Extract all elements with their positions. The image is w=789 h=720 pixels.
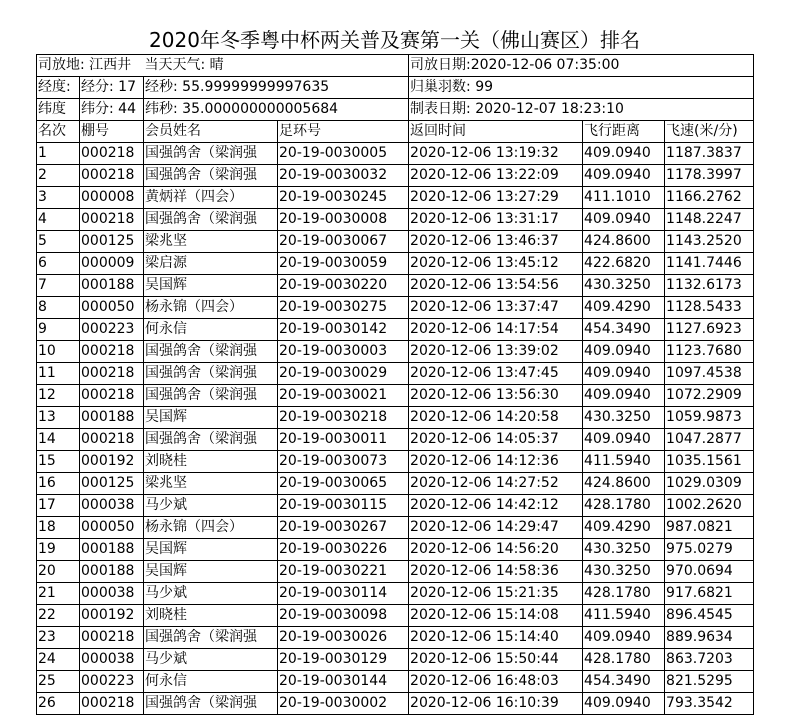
table-row: [37, 297, 754, 319]
table-row: [37, 561, 754, 583]
speed-cell: 896.4545: [665, 605, 754, 627]
speed-cell: 1029.0309: [665, 473, 754, 495]
rank-cell: 7: [37, 275, 80, 297]
table-row: [37, 385, 754, 407]
member-cell: 梁兆坚: [144, 231, 278, 253]
rank-cell: 18: [37, 517, 80, 539]
member-cell: 国强鸽舍（梁润强: [144, 363, 278, 385]
ring-cell: 20-19-0030059: [278, 253, 409, 275]
return-time-cell: 2020-12-06 14:29:47: [409, 517, 583, 539]
member-cell: 何永信: [144, 319, 278, 341]
empty-cell: [665, 55, 754, 77]
member-cell: 马少斌: [144, 583, 278, 605]
lat-label: 纬度: [37, 99, 80, 121]
ring-cell: 20-19-0030275: [278, 297, 409, 319]
header-loft: 棚号: [80, 121, 144, 143]
info-row-2: [37, 77, 754, 99]
distance-cell: 409.0940: [583, 341, 665, 363]
loft-cell: 000050: [80, 297, 144, 319]
table-row: [37, 451, 754, 473]
loft-cell: 000038: [80, 583, 144, 605]
ring-cell: 20-19-0030142: [278, 319, 409, 341]
rank-cell: 2: [37, 165, 80, 187]
ring-cell: 20-19-0030067: [278, 231, 409, 253]
distance-cell: 428.1780: [583, 649, 665, 671]
member-cell: 国强鸽舍（梁润强: [144, 429, 278, 451]
return-time-cell: 2020-12-06 13:39:02: [409, 341, 583, 363]
rank-cell: 16: [37, 473, 80, 495]
return-time-cell: 2020-12-06 14:27:52: [409, 473, 583, 495]
table-row: [37, 275, 754, 297]
rank-cell: 3: [37, 187, 80, 209]
speed-cell: 1166.2762: [665, 187, 754, 209]
loft-cell: 000188: [80, 275, 144, 297]
lat-min: 纬分: 44: [80, 99, 144, 121]
return-time-cell: 2020-12-06 16:10:39: [409, 693, 583, 715]
table-row: [37, 209, 754, 231]
empty-cell: [665, 77, 754, 99]
loft-cell: 000008: [80, 187, 144, 209]
speed-cell: 1059.9873: [665, 407, 754, 429]
rank-cell: 14: [37, 429, 80, 451]
distance-cell: 411.5940: [583, 451, 665, 473]
ring-cell: 20-19-0030021: [278, 385, 409, 407]
ring-cell: 20-19-0030005: [278, 143, 409, 165]
speed-cell: 863.7203: [665, 649, 754, 671]
loft-cell: 000218: [80, 627, 144, 649]
ring-cell: 20-19-0030002: [278, 693, 409, 715]
header-return-time: 返回时间: [409, 121, 583, 143]
ring-cell: 20-19-0030226: [278, 539, 409, 561]
rank-cell: 8: [37, 297, 80, 319]
member-cell: 国强鸽舍（梁润强: [144, 693, 278, 715]
loft-cell: 000125: [80, 473, 144, 495]
member-cell: 国强鸽舍（梁润强: [144, 143, 278, 165]
return-time-cell: 2020-12-06 14:58:36: [409, 561, 583, 583]
distance-cell: 409.0940: [583, 429, 665, 451]
empty-cell: [665, 99, 754, 121]
table-row: [37, 671, 754, 693]
distance-cell: 411.1010: [583, 187, 665, 209]
distance-cell: 409.0940: [583, 627, 665, 649]
distance-cell: 430.3250: [583, 561, 665, 583]
return-time-cell: 2020-12-06 15:14:08: [409, 605, 583, 627]
distance-cell: 424.8600: [583, 473, 665, 495]
speed-cell: 1123.7680: [665, 341, 754, 363]
loft-cell: 000218: [80, 693, 144, 715]
rank-cell: 19: [37, 539, 80, 561]
ring-cell: 20-19-0030144: [278, 671, 409, 693]
table-row: [37, 473, 754, 495]
speed-cell: 1148.2247: [665, 209, 754, 231]
speed-cell: 1127.6923: [665, 319, 754, 341]
rank-cell: 1: [37, 143, 80, 165]
rank-cell: 4: [37, 209, 80, 231]
loft-cell: 000218: [80, 385, 144, 407]
loft-cell: 000223: [80, 671, 144, 693]
member-cell: 梁兆坚: [144, 473, 278, 495]
table-row: [37, 341, 754, 363]
ring-cell: 20-19-0030218: [278, 407, 409, 429]
rank-cell: 23: [37, 627, 80, 649]
table-row: [37, 363, 754, 385]
rank-cell: 26: [37, 693, 80, 715]
table-row: [37, 253, 754, 275]
member-cell: 梁启源: [144, 253, 278, 275]
loft-cell: 000218: [80, 363, 144, 385]
return-time-cell: 2020-12-06 14:05:37: [409, 429, 583, 451]
loft-cell: 000038: [80, 649, 144, 671]
table-row: [37, 407, 754, 429]
loft-cell: 000188: [80, 561, 144, 583]
table-row: [37, 495, 754, 517]
member-cell: 国强鸽舍（梁润强: [144, 385, 278, 407]
rank-cell: 11: [37, 363, 80, 385]
table-row: [37, 165, 754, 187]
member-cell: 吴国辉: [144, 561, 278, 583]
ring-cell: 20-19-0030029: [278, 363, 409, 385]
distance-cell: 430.3250: [583, 539, 665, 561]
table-row: [37, 319, 754, 341]
loft-cell: 000009: [80, 253, 144, 275]
member-cell: 国强鸽舍（梁润强: [144, 341, 278, 363]
member-cell: 吴国辉: [144, 275, 278, 297]
header-speed: 飞速(米/分): [665, 121, 754, 143]
rank-cell: 17: [37, 495, 80, 517]
header-member: 会员姓名: [144, 121, 278, 143]
member-cell: 马少斌: [144, 649, 278, 671]
ring-cell: 20-19-0030003: [278, 341, 409, 363]
return-time-cell: 2020-12-06 13:54:56: [409, 275, 583, 297]
distance-cell: 409.0940: [583, 385, 665, 407]
lon-min: 经分: 17: [80, 77, 144, 99]
distance-cell: 454.3490: [583, 319, 665, 341]
table-row: [37, 583, 754, 605]
rank-cell: 6: [37, 253, 80, 275]
ring-cell: 20-19-0030011: [278, 429, 409, 451]
ring-cell: 20-19-0030114: [278, 583, 409, 605]
table-row: [37, 517, 754, 539]
speed-cell: 1035.1561: [665, 451, 754, 473]
return-time-cell: 2020-12-06 13:37:47: [409, 297, 583, 319]
ring-cell: 20-19-0030220: [278, 275, 409, 297]
weather: 当天天气: 晴: [144, 55, 409, 77]
return-time-cell: 2020-12-06 13:47:45: [409, 363, 583, 385]
ring-cell: 20-19-0030267: [278, 517, 409, 539]
speed-cell: 975.0279: [665, 539, 754, 561]
ring-cell: 20-19-0030032: [278, 165, 409, 187]
distance-cell: 428.1780: [583, 495, 665, 517]
ranking-table: [36, 54, 754, 715]
distance-cell: 428.1780: [583, 583, 665, 605]
loft-cell: 000192: [80, 451, 144, 473]
loft-cell: 000192: [80, 605, 144, 627]
return-time-cell: 2020-12-06 15:14:40: [409, 627, 583, 649]
info-row-3: [37, 99, 754, 121]
made-date: 制表日期: 2020-12-07 18:23:10: [409, 99, 665, 121]
loft-cell: 000218: [80, 341, 144, 363]
ring-cell: 20-19-0030221: [278, 561, 409, 583]
rank-cell: 21: [37, 583, 80, 605]
return-time-cell: 2020-12-06 14:56:20: [409, 539, 583, 561]
member-cell: 杨永锦（四会）: [144, 297, 278, 319]
speed-cell: 1187.3837: [665, 143, 754, 165]
return-time-cell: 2020-12-06 16:48:03: [409, 671, 583, 693]
distance-cell: 424.8600: [583, 231, 665, 253]
return-time-cell: 2020-12-06 13:19:32: [409, 143, 583, 165]
return-time-cell: 2020-12-06 14:17:54: [409, 319, 583, 341]
distance-cell: 409.4290: [583, 297, 665, 319]
loft-cell: 000038: [80, 495, 144, 517]
speed-cell: 1141.7446: [665, 253, 754, 275]
rank-cell: 13: [37, 407, 80, 429]
header-row: [37, 121, 754, 143]
table-row: [37, 429, 754, 451]
ring-cell: 20-19-0030129: [278, 649, 409, 671]
return-time-cell: 2020-12-06 13:22:09: [409, 165, 583, 187]
ring-cell: 20-19-0030115: [278, 495, 409, 517]
member-cell: 刘晓桂: [144, 451, 278, 473]
loft-cell: 000188: [80, 539, 144, 561]
return-time-cell: 2020-12-06 13:45:12: [409, 253, 583, 275]
header-distance: 飞行距离: [583, 121, 665, 143]
member-cell: 黄炳祥（四会）: [144, 187, 278, 209]
member-cell: 何永信: [144, 671, 278, 693]
distance-cell: 430.3250: [583, 407, 665, 429]
ring-cell: 20-19-0030026: [278, 627, 409, 649]
table-row: [37, 187, 754, 209]
speed-cell: 917.6821: [665, 583, 754, 605]
release-date: 司放日期:2020-12-06 07:35:00: [409, 55, 665, 77]
return-time-cell: 2020-12-06 13:56:30: [409, 385, 583, 407]
distance-cell: 422.6820: [583, 253, 665, 275]
loft-cell: 000125: [80, 231, 144, 253]
member-cell: 马少斌: [144, 495, 278, 517]
distance-cell: 409.0940: [583, 693, 665, 715]
return-time-cell: 2020-12-06 15:50:44: [409, 649, 583, 671]
rank-cell: 12: [37, 385, 80, 407]
distance-cell: 409.4290: [583, 517, 665, 539]
table-row: [37, 693, 754, 715]
rank-cell: 9: [37, 319, 80, 341]
speed-cell: 1143.2520: [665, 231, 754, 253]
return-count: 归巢羽数: 99: [409, 77, 665, 99]
ring-cell: 20-19-0030245: [278, 187, 409, 209]
return-time-cell: 2020-12-06 15:21:35: [409, 583, 583, 605]
distance-cell: 430.3250: [583, 275, 665, 297]
speed-cell: 1128.5433: [665, 297, 754, 319]
speed-cell: 889.9634: [665, 627, 754, 649]
rank-cell: 5: [37, 231, 80, 253]
header-rank: 名次: [37, 121, 80, 143]
rank-cell: 22: [37, 605, 80, 627]
release-place: 司放地: 江西井: [37, 55, 144, 77]
speed-cell: 1178.3997: [665, 165, 754, 187]
speed-cell: 1132.6173: [665, 275, 754, 297]
member-cell: 国强鸽舍（梁润强: [144, 209, 278, 231]
page-title: 2020年冬季粤中杯两关普及赛第一关（佛山赛区）排名: [149, 28, 640, 52]
member-cell: 杨永锦（四会）: [144, 517, 278, 539]
distance-cell: 409.0940: [583, 363, 665, 385]
loft-cell: 000223: [80, 319, 144, 341]
speed-cell: 793.3542: [665, 693, 754, 715]
loft-cell: 000188: [80, 407, 144, 429]
distance-cell: 409.0940: [583, 165, 665, 187]
distance-cell: 409.0940: [583, 143, 665, 165]
table-row: [37, 231, 754, 253]
loft-cell: 000218: [80, 209, 144, 231]
return-time-cell: 2020-12-06 14:42:12: [409, 495, 583, 517]
speed-cell: 1047.2877: [665, 429, 754, 451]
distance-cell: 409.0940: [583, 209, 665, 231]
rank-cell: 24: [37, 649, 80, 671]
ring-cell: 20-19-0030065: [278, 473, 409, 495]
ring-cell: 20-19-0030008: [278, 209, 409, 231]
lon-sec: 经秒: 55.99999999997635: [144, 77, 409, 99]
loft-cell: 000218: [80, 143, 144, 165]
return-time-cell: 2020-12-06 14:12:36: [409, 451, 583, 473]
member-cell: 吴国辉: [144, 539, 278, 561]
member-cell: 国强鸽舍（梁润强: [144, 627, 278, 649]
loft-cell: 000218: [80, 429, 144, 451]
speed-cell: 821.5295: [665, 671, 754, 693]
distance-cell: 454.3490: [583, 671, 665, 693]
loft-cell: 000218: [80, 165, 144, 187]
loft-cell: 000050: [80, 517, 144, 539]
rank-cell: 15: [37, 451, 80, 473]
member-cell: 吴国辉: [144, 407, 278, 429]
speed-cell: 1097.4538: [665, 363, 754, 385]
rank-cell: 20: [37, 561, 80, 583]
table-row: [37, 627, 754, 649]
speed-cell: 970.0694: [665, 561, 754, 583]
table-row: [37, 605, 754, 627]
member-cell: 国强鸽舍（梁润强: [144, 165, 278, 187]
distance-cell: 411.5940: [583, 605, 665, 627]
return-time-cell: 2020-12-06 13:46:37: [409, 231, 583, 253]
member-cell: 刘晓桂: [144, 605, 278, 627]
lat-sec: 纬秒: 35.000000000005684: [144, 99, 409, 121]
ring-cell: 20-19-0030098: [278, 605, 409, 627]
return-time-cell: 2020-12-06 13:27:29: [409, 187, 583, 209]
info-row-1: [37, 55, 754, 77]
lon-label: 经度:: [37, 77, 80, 99]
speed-cell: 1002.2620: [665, 495, 754, 517]
ring-cell: 20-19-0030073: [278, 451, 409, 473]
rank-cell: 10: [37, 341, 80, 363]
return-time-cell: 2020-12-06 13:31:17: [409, 209, 583, 231]
table-row: [37, 143, 754, 165]
table-row: [37, 539, 754, 561]
table-row: [37, 649, 754, 671]
speed-cell: 1072.2909: [665, 385, 754, 407]
speed-cell: 987.0821: [665, 517, 754, 539]
return-time-cell: 2020-12-06 14:20:58: [409, 407, 583, 429]
header-ring: 足环号: [278, 121, 409, 143]
rank-cell: 25: [37, 671, 80, 693]
